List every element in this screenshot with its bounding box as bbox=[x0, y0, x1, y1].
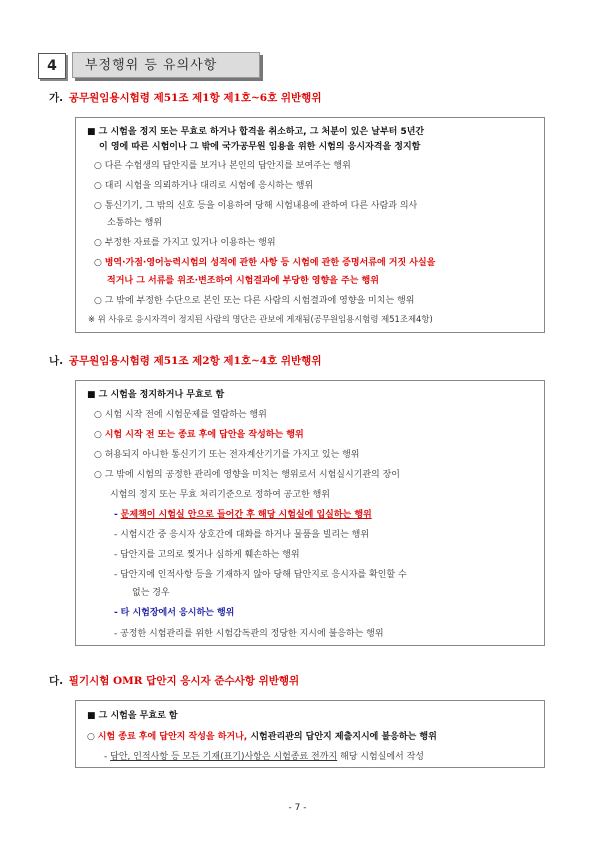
part-b-item-cont: 시험의 정지 또는 무효 처리기준으로 정하여 공고한 행위 bbox=[110, 490, 330, 500]
part-b-subitem-cont: 없는 경우 bbox=[132, 588, 170, 598]
part-c-subitem bbox=[104, 749, 424, 762]
part-a-title: 공무원임용시험령 제51조 제1항 제1호~6호 위반행위 bbox=[68, 92, 322, 104]
part-b-subitem: - 시험시간 중 응시자 상호간에 대화를 하거나 물품을 빌리는 행위 bbox=[114, 530, 370, 540]
part-b-head: ■ 그 시험을 정지하거나 무효로 함 bbox=[87, 390, 225, 400]
part-c-red-text: 시험 종료 후에 답안지 작성을 하거나, bbox=[97, 732, 248, 742]
part-c-bold-text: 시험관리관의 답안지 제출지시에 불응하는 행위 bbox=[247, 732, 437, 742]
part-b-subitem: - 공정한 시험관리를 위한 시험감독관의 정당한 지시에 불응하는 행위 bbox=[114, 629, 384, 639]
part-a-item: ○ 그 밖에 부정한 수단으로 본인 또는 다른 사람의 시험결과에 영향을 미치는 행위 bbox=[94, 296, 415, 306]
part-c-title: 필기시험 OMR 답안지 응시자 준수사항 위반행위 bbox=[68, 675, 300, 687]
part-a-item: ○ 통신기기, 그 밖의 신호 등을 이용하여 당해 시험내용에 관하여 다른 사람과 의사 bbox=[94, 201, 418, 211]
part-a-item-cont: 소통하는 행위 bbox=[107, 218, 163, 228]
part-b-subitem-red bbox=[114, 507, 372, 520]
part-a-item: ○ 대리 시험을 의뢰하거나 대리로 시험에 응시하는 행위 bbox=[94, 181, 314, 191]
part-a-head-2: 이 영에 따른 시험이나 그 밖에 국가공무원 임용을 위한 시험의 응시자격을 정지함 bbox=[99, 142, 421, 152]
part-b-item: ○ 그 밖에 시험의 공정한 관리에 영향을 미치는 행위로서 시험실시기관의 장이 bbox=[94, 470, 400, 480]
section-title: 부정행위 등 유의사항 bbox=[72, 52, 260, 78]
part-b-subitem: - 답안지에 인적사항 등을 기재하지 않아 당해 답안지로 응시자를 확인할 수 bbox=[114, 570, 407, 580]
part-b-red-subtext: 문제책이 시험실 안으로 들어간 후 해당 시험실에 입실하는 행위 bbox=[120, 510, 372, 520]
part-c-head: ■ 그 시험을 무효로 함 bbox=[87, 711, 178, 721]
bullet-dash: - bbox=[114, 608, 118, 618]
part-a-label: 가. bbox=[49, 92, 64, 104]
part-b-item: ○ 허용되지 아니한 통신기기 또는 전자계산기기를 가지고 있는 행위 bbox=[94, 450, 360, 460]
part-c-sub-rest: 해당 시험실에서 작성 bbox=[337, 752, 424, 762]
part-c-box bbox=[75, 700, 545, 768]
part-c-underlined-text: 답안, 인적사항 등 모든 기재(표기)사항은 시험종료 전까지 bbox=[110, 752, 338, 762]
part-a-red-text: 병역·가점·영어능력시험의 성적에 관한 사항 등 시험에 관한 증명서류에 거짓 사실을 bbox=[104, 258, 436, 268]
bullet-circle: ○ bbox=[94, 430, 102, 440]
part-c-heading bbox=[49, 673, 299, 688]
part-a-box bbox=[75, 117, 545, 333]
part-b-item-red bbox=[94, 427, 304, 440]
part-b-item: ○ 시험 시작 전에 시험문제를 열람하는 행위 bbox=[94, 410, 267, 420]
part-b-blue-subtext: 타 시험장에서 응시하는 행위 bbox=[120, 608, 235, 618]
part-a-heading bbox=[49, 90, 321, 105]
part-b-red-text: 시험 시작 전 또는 종료 후에 답안을 작성하는 행위 bbox=[104, 430, 304, 440]
part-a-item: ○ 부정한 자료를 가지고 있거나 이용하는 행위 bbox=[94, 238, 276, 248]
bullet-circle: ○ bbox=[94, 258, 102, 268]
section-number: 4 bbox=[38, 53, 66, 79]
bullet-dash: - bbox=[104, 752, 108, 762]
part-a-note: ※ 위 사유로 응시자격이 정지된 사람의 명단은 관보에 게재됨(공무원임용시험령 제51조제4항) bbox=[88, 314, 433, 324]
part-b-box bbox=[75, 380, 545, 646]
part-c-label: 다. bbox=[49, 675, 64, 687]
part-a-head-1: ■ 그 시험을 정지 또는 무효로 하거나 합격을 취소하고, 그 처분이 있은 날부터 5년간 bbox=[87, 127, 425, 137]
part-b-label: 나. bbox=[49, 355, 64, 367]
part-b-subitem: - 답안지를 고의로 찢거나 심하게 훼손하는 행위 bbox=[114, 550, 300, 560]
part-a-item-red bbox=[94, 255, 435, 268]
part-b-title: 공무원임용시험령 제51조 제2항 제1호~4호 위반행위 bbox=[68, 355, 322, 367]
bullet-circle: ○ bbox=[87, 732, 95, 742]
bullet-dash: - bbox=[114, 510, 118, 520]
part-c-item bbox=[87, 729, 437, 742]
part-b-subitem-blue bbox=[114, 605, 234, 618]
part-a-red-text-cont: 적거나 그 서류를 위조·변조하여 시험결과에 부당한 영향을 주는 행위 bbox=[107, 276, 379, 286]
part-a-item: ○ 다른 수험생의 답안지를 보거나 본인의 답안지를 보여주는 행위 bbox=[94, 161, 351, 171]
part-b-heading bbox=[49, 353, 321, 368]
page-number: - 7 - bbox=[288, 803, 307, 813]
